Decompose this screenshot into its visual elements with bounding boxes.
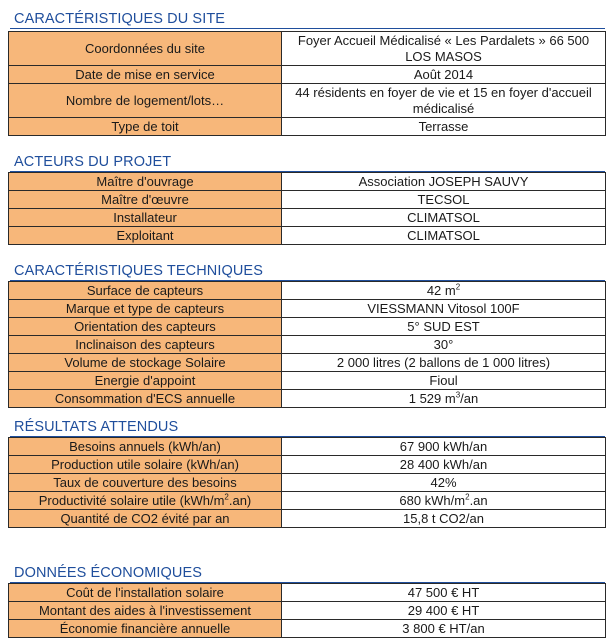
site-table [8, 31, 606, 136]
row-label: Date de mise en service [9, 66, 282, 84]
row-label: Quantité de CO2 évité par an [9, 510, 282, 528]
table-row [9, 620, 606, 638]
techniques-table [8, 281, 606, 408]
table-row [9, 474, 606, 492]
table-row [9, 300, 606, 318]
table-row [9, 456, 606, 474]
row-label: Nombre de logement/lots… [9, 84, 282, 118]
row-label: Marque et type de capteurs [9, 300, 282, 318]
section-title: CARACTÉRISTIQUES TECHNIQUES [14, 263, 263, 279]
table-row [9, 282, 606, 300]
section-title: ACTEURS DU PROJET [14, 154, 172, 170]
table-row [9, 602, 606, 620]
row-value: 42% [282, 474, 606, 492]
row-value: VIESSMANN Vitosol 100F [282, 300, 606, 318]
row-value: 3 800 € HT/an [282, 620, 606, 638]
table-row [9, 227, 606, 245]
table-row [9, 191, 606, 209]
row-label: Coût de l'installation solaire [9, 584, 282, 602]
acteurs-table [8, 172, 606, 245]
table-row [9, 32, 606, 66]
row-label: Inclinaison des capteurs [9, 336, 282, 354]
row-value: 28 400 kWh/an [282, 456, 606, 474]
economiques-table [8, 583, 606, 638]
row-label: Volume de stockage Solaire [9, 354, 282, 372]
row-value: 47 500 € HT [282, 584, 606, 602]
row-value: 2 000 litres (2 ballons de 1 000 litres) [282, 354, 606, 372]
row-label: Productivité solaire utile $(kWh/m^2.an)$ [9, 492, 282, 510]
table-row [9, 66, 606, 84]
row-label: Orientation des capteurs [9, 318, 282, 336]
section-title: DONNÉES ÉCONOMIQUES [14, 565, 203, 581]
row-label: Production utile solaire (kWh/an) [9, 456, 282, 474]
table-row [9, 438, 606, 456]
row-value: CLIMATSOL [282, 209, 606, 227]
table-row [9, 336, 606, 354]
row-label: Coordonnées du site [9, 32, 282, 66]
row-label: Exploitant [9, 227, 282, 245]
row-value: TECSOL [282, 191, 606, 209]
row-value: Association JOSEPH SAUVY [282, 173, 606, 191]
section-techniques [0, 262, 610, 408]
row-label: Surface de capteurs [9, 282, 282, 300]
row-label: Taux de couverture des besoins [9, 474, 282, 492]
table-row [9, 372, 606, 390]
section-site [0, 10, 610, 136]
row-value: CLIMATSOL [282, 227, 606, 245]
section-rule [10, 28, 605, 29]
row-value: 30° [282, 336, 606, 354]
table-row [9, 318, 606, 336]
row-value: Août 2014 [282, 66, 606, 84]
table-row [9, 209, 606, 227]
table-row [9, 492, 606, 510]
row-label: Maître d'œuvre [9, 191, 282, 209]
section-resultats [0, 418, 610, 528]
row-label: Économie financière annuelle [9, 620, 282, 638]
table-row [9, 354, 606, 372]
row-label: Consommation d'ECS annuelle [9, 390, 282, 408]
table-row [9, 584, 606, 602]
section-acteurs [0, 153, 610, 245]
row-value: Terrasse [282, 118, 606, 136]
row-value: Fioul [282, 372, 606, 390]
row-value: 1 529 $m^3/an$ [282, 390, 606, 408]
row-value: 44 résidents en foyer de vie et 15 en foyer d'accueil médicalisé [282, 84, 606, 118]
table-row [9, 390, 606, 408]
section-title: CARACTÉRISTIQUES DU SITE [14, 11, 226, 27]
table-row [9, 84, 606, 118]
row-value: Foyer Accueil Médicalisé « Les Pardalets » 66 500 LOS MASOS [282, 32, 606, 66]
resultats-table [8, 437, 606, 528]
section-economiques [0, 564, 610, 638]
table-row [9, 173, 606, 191]
row-value: 680 kWh/$m^2.an$ [282, 492, 606, 510]
row-value: 15,8 t CO2/an [282, 510, 606, 528]
section-title: RÉSULTATS ATTENDUS [14, 419, 179, 435]
row-value: 29 400 € HT [282, 602, 606, 620]
row-value: 67 900 kWh/an [282, 438, 606, 456]
row-label: Maître d'ouvrage [9, 173, 282, 191]
row-value: 42 $m^2$ [282, 282, 606, 300]
table-row [9, 118, 606, 136]
row-label: Type de toit [9, 118, 282, 136]
row-label: Besoins annuels (kWh/an) [9, 438, 282, 456]
table-row [9, 510, 606, 528]
row-label: Installateur [9, 209, 282, 227]
row-label: Energie d'appoint [9, 372, 282, 390]
row-label: Montant des aides à l'investissement [9, 602, 282, 620]
row-value: 5° SUD EST [282, 318, 606, 336]
